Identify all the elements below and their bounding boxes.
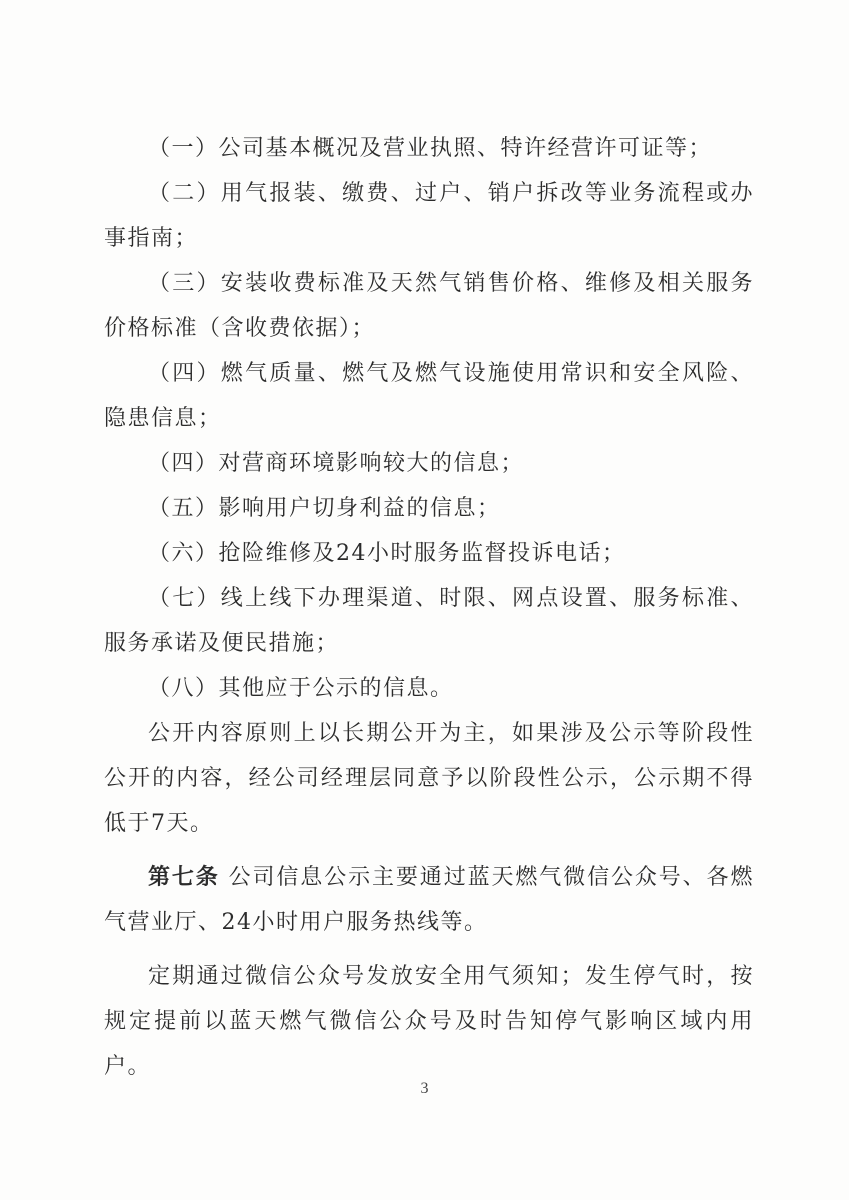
disclosure-paragraph: 公开内容原则上以长期公开为主，如果涉及公示等阶段性公开的内容，经公司经理层同意予以阶段性公示，公示期不得低于7天。 xyxy=(104,721,754,836)
closing-paragraph: 定期通过微信公众号发放安全用气须知；发生停气时，按规定提前以蓝天燃气微信公众号及时告知停气影响区域内用户。 xyxy=(104,964,754,1079)
list-item-5: （四）对营商环境影响较大的信息； xyxy=(148,451,525,476)
list-item-8: （七）线上线下办理渠道、时限、网点设置、服务标准、服务承诺及便民措施； xyxy=(104,586,754,656)
list-item-9: （八）其他应于公示的信息。 xyxy=(148,676,454,701)
list-item-1: （一）公司基本概况及营业执照、特许经营许可证等； xyxy=(148,136,713,161)
list-item-3: （三）安装收费标准及天然气销售价格、维修及相关服务价格标准（含收费依据）； xyxy=(104,271,754,341)
article-7-heading: 第七条 xyxy=(148,865,220,890)
list-item-4: （四）燃气质量、燃气及燃气设施使用常识和安全风险、隐患信息； xyxy=(104,361,754,431)
article-7-text: 公司信息公示主要通过蓝天燃气微信公众号、各燃气营业厅、24小时用户服务热线等。 xyxy=(104,865,754,935)
document-body xyxy=(104,126,754,1089)
list-item-2: （二）用气报装、缴费、过户、销户拆改等业务流程或办事指南； xyxy=(104,181,754,251)
page-number: 3 xyxy=(420,1080,429,1097)
list-item-6: （五）影响用户切身利益的信息； xyxy=(148,496,501,521)
list-item-7: （六）抢险维修及24小时服务监督投诉电话； xyxy=(148,541,626,566)
article-7-paragraph xyxy=(104,855,754,945)
